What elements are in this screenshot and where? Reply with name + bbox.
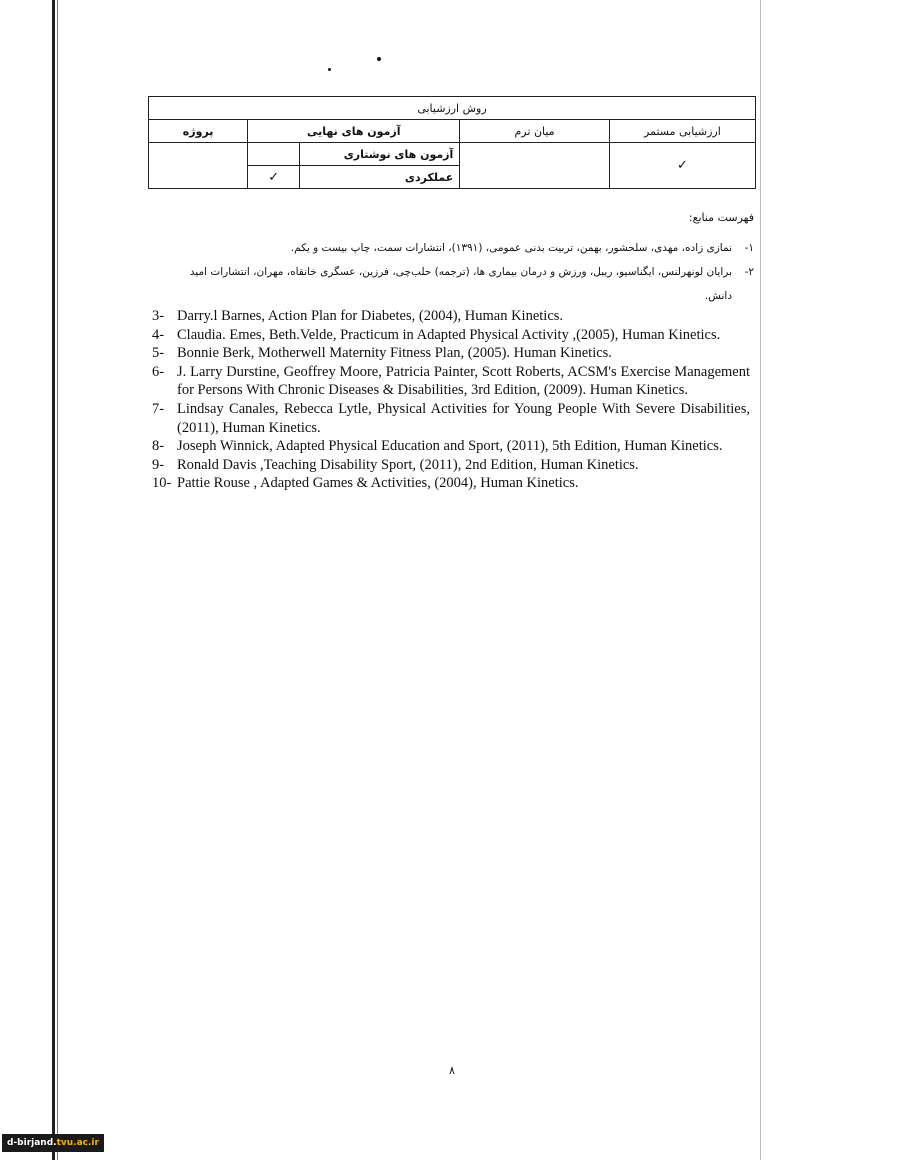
evaluation-row-written	[149, 143, 756, 166]
reference-item	[152, 326, 750, 345]
reference-text: Pattie Rouse , Adapted Games & Activities, (2004), Human Kinetics.	[177, 475, 579, 492]
reference-number: 9-	[152, 456, 165, 473]
english-reference-list	[152, 307, 750, 493]
reference-text: Ronald Davis ,Teaching Disability Sport, (2011), 2nd Edition, Human Kinetics.	[177, 456, 639, 473]
watermark-suffix: tvu.ac.ir	[56, 1138, 99, 1148]
reference-text: Bonnie Berk, Motherwell Maternity Fitness Plan, (2005). Human Kinetics.	[177, 345, 612, 362]
header-final-exams: آزمون های نهایی	[248, 120, 460, 143]
reference-number: 10-	[152, 475, 172, 492]
final-written-label: آزمون های نوشتاری	[300, 143, 460, 166]
evaluation-title: روش ارزشیابی	[149, 97, 756, 120]
binding-line	[52, 0, 55, 1160]
reference-item	[152, 344, 750, 363]
reference-number: 4-	[152, 326, 165, 343]
reference-item	[164, 260, 754, 308]
continuous-check: ✓	[609, 143, 755, 189]
reference-item	[152, 437, 750, 456]
reference-text: Darry.l Barnes, Action Plan for Diabetes, (2004), Human Kinetics.	[177, 308, 564, 324]
final-performance-label: عملکردی	[300, 166, 460, 189]
final-written-cell	[248, 143, 300, 166]
project-cell	[149, 143, 248, 189]
header-continuous: ارزشیابی مستمر	[609, 120, 755, 143]
reference-item	[152, 400, 750, 437]
reference-item	[152, 456, 750, 475]
binding-line-inner	[57, 0, 58, 1160]
midterm-cell	[460, 143, 610, 189]
farsi-reference-list	[164, 236, 754, 308]
reference-text: Joseph Winnick, Adapted Physical Education and Sport, (2011), 5th Edition, Human Kinetics.	[177, 438, 723, 455]
final-performance-check: ✓	[248, 166, 300, 189]
reference-number: 6-	[152, 363, 165, 380]
reference-number: 5-	[152, 345, 165, 362]
page-edge-line	[760, 0, 761, 1160]
watermark-prefix: d-birjand.	[7, 1138, 57, 1148]
header-project: پروژه	[149, 120, 248, 143]
evaluation-title-row	[149, 97, 756, 120]
reference-number: 3-	[152, 308, 165, 324]
reference-text: J. Larry Durstine, Geoffrey Moore, Patricia Painter, Scott Roberts, ACSM's Exercise Management for Persons With Chronic Diseases & Disabilities, 3rd Edition, (2009). Human Kinetics.	[177, 363, 750, 399]
reference-text: برایان لونهرلنس، ایگناسیو، ریبل، ورزش و درمان بیماری ها، (ترجمه) حلب‌چی، فرزین، عسگری خانقاه، مهران، انتشارات امید دانش.	[189, 266, 732, 302]
reference-item	[152, 474, 750, 493]
reference-item	[164, 236, 754, 260]
scan-speck	[328, 68, 331, 71]
reference-text: Lindsay Canales, Rebecca Lytle, Physical Activities for Young People With Severe Disabilities, (2011), Human Kinetics.	[177, 400, 750, 436]
scan-speck	[377, 57, 381, 61]
reference-item	[152, 307, 750, 326]
page-number: ۸	[449, 1064, 455, 1077]
reference-number: ۱-	[744, 242, 754, 254]
reference-text: نمازی زاده، مهدی، سلحشور، بهمن، تربیت بدنی عمومی، (۱۳۹۱)، انتشارات سمت، چاپ بیست و یکم.	[290, 242, 732, 254]
evaluation-header-row	[149, 120, 756, 143]
reference-item	[152, 363, 750, 400]
reference-number: 7-	[152, 400, 165, 417]
site-watermark	[2, 1134, 104, 1152]
header-midterm: میان ترم	[460, 120, 610, 143]
evaluation-table	[148, 96, 756, 189]
reference-number: 8-	[152, 438, 165, 455]
reference-text: Claudia. Emes, Beth.Velde, Practicum in Adapted Physical Activity ,(2005), Human Kinetics.	[177, 326, 721, 343]
sources-heading: فهرست منابع:	[688, 211, 754, 224]
reference-number: ۲-	[744, 266, 754, 278]
